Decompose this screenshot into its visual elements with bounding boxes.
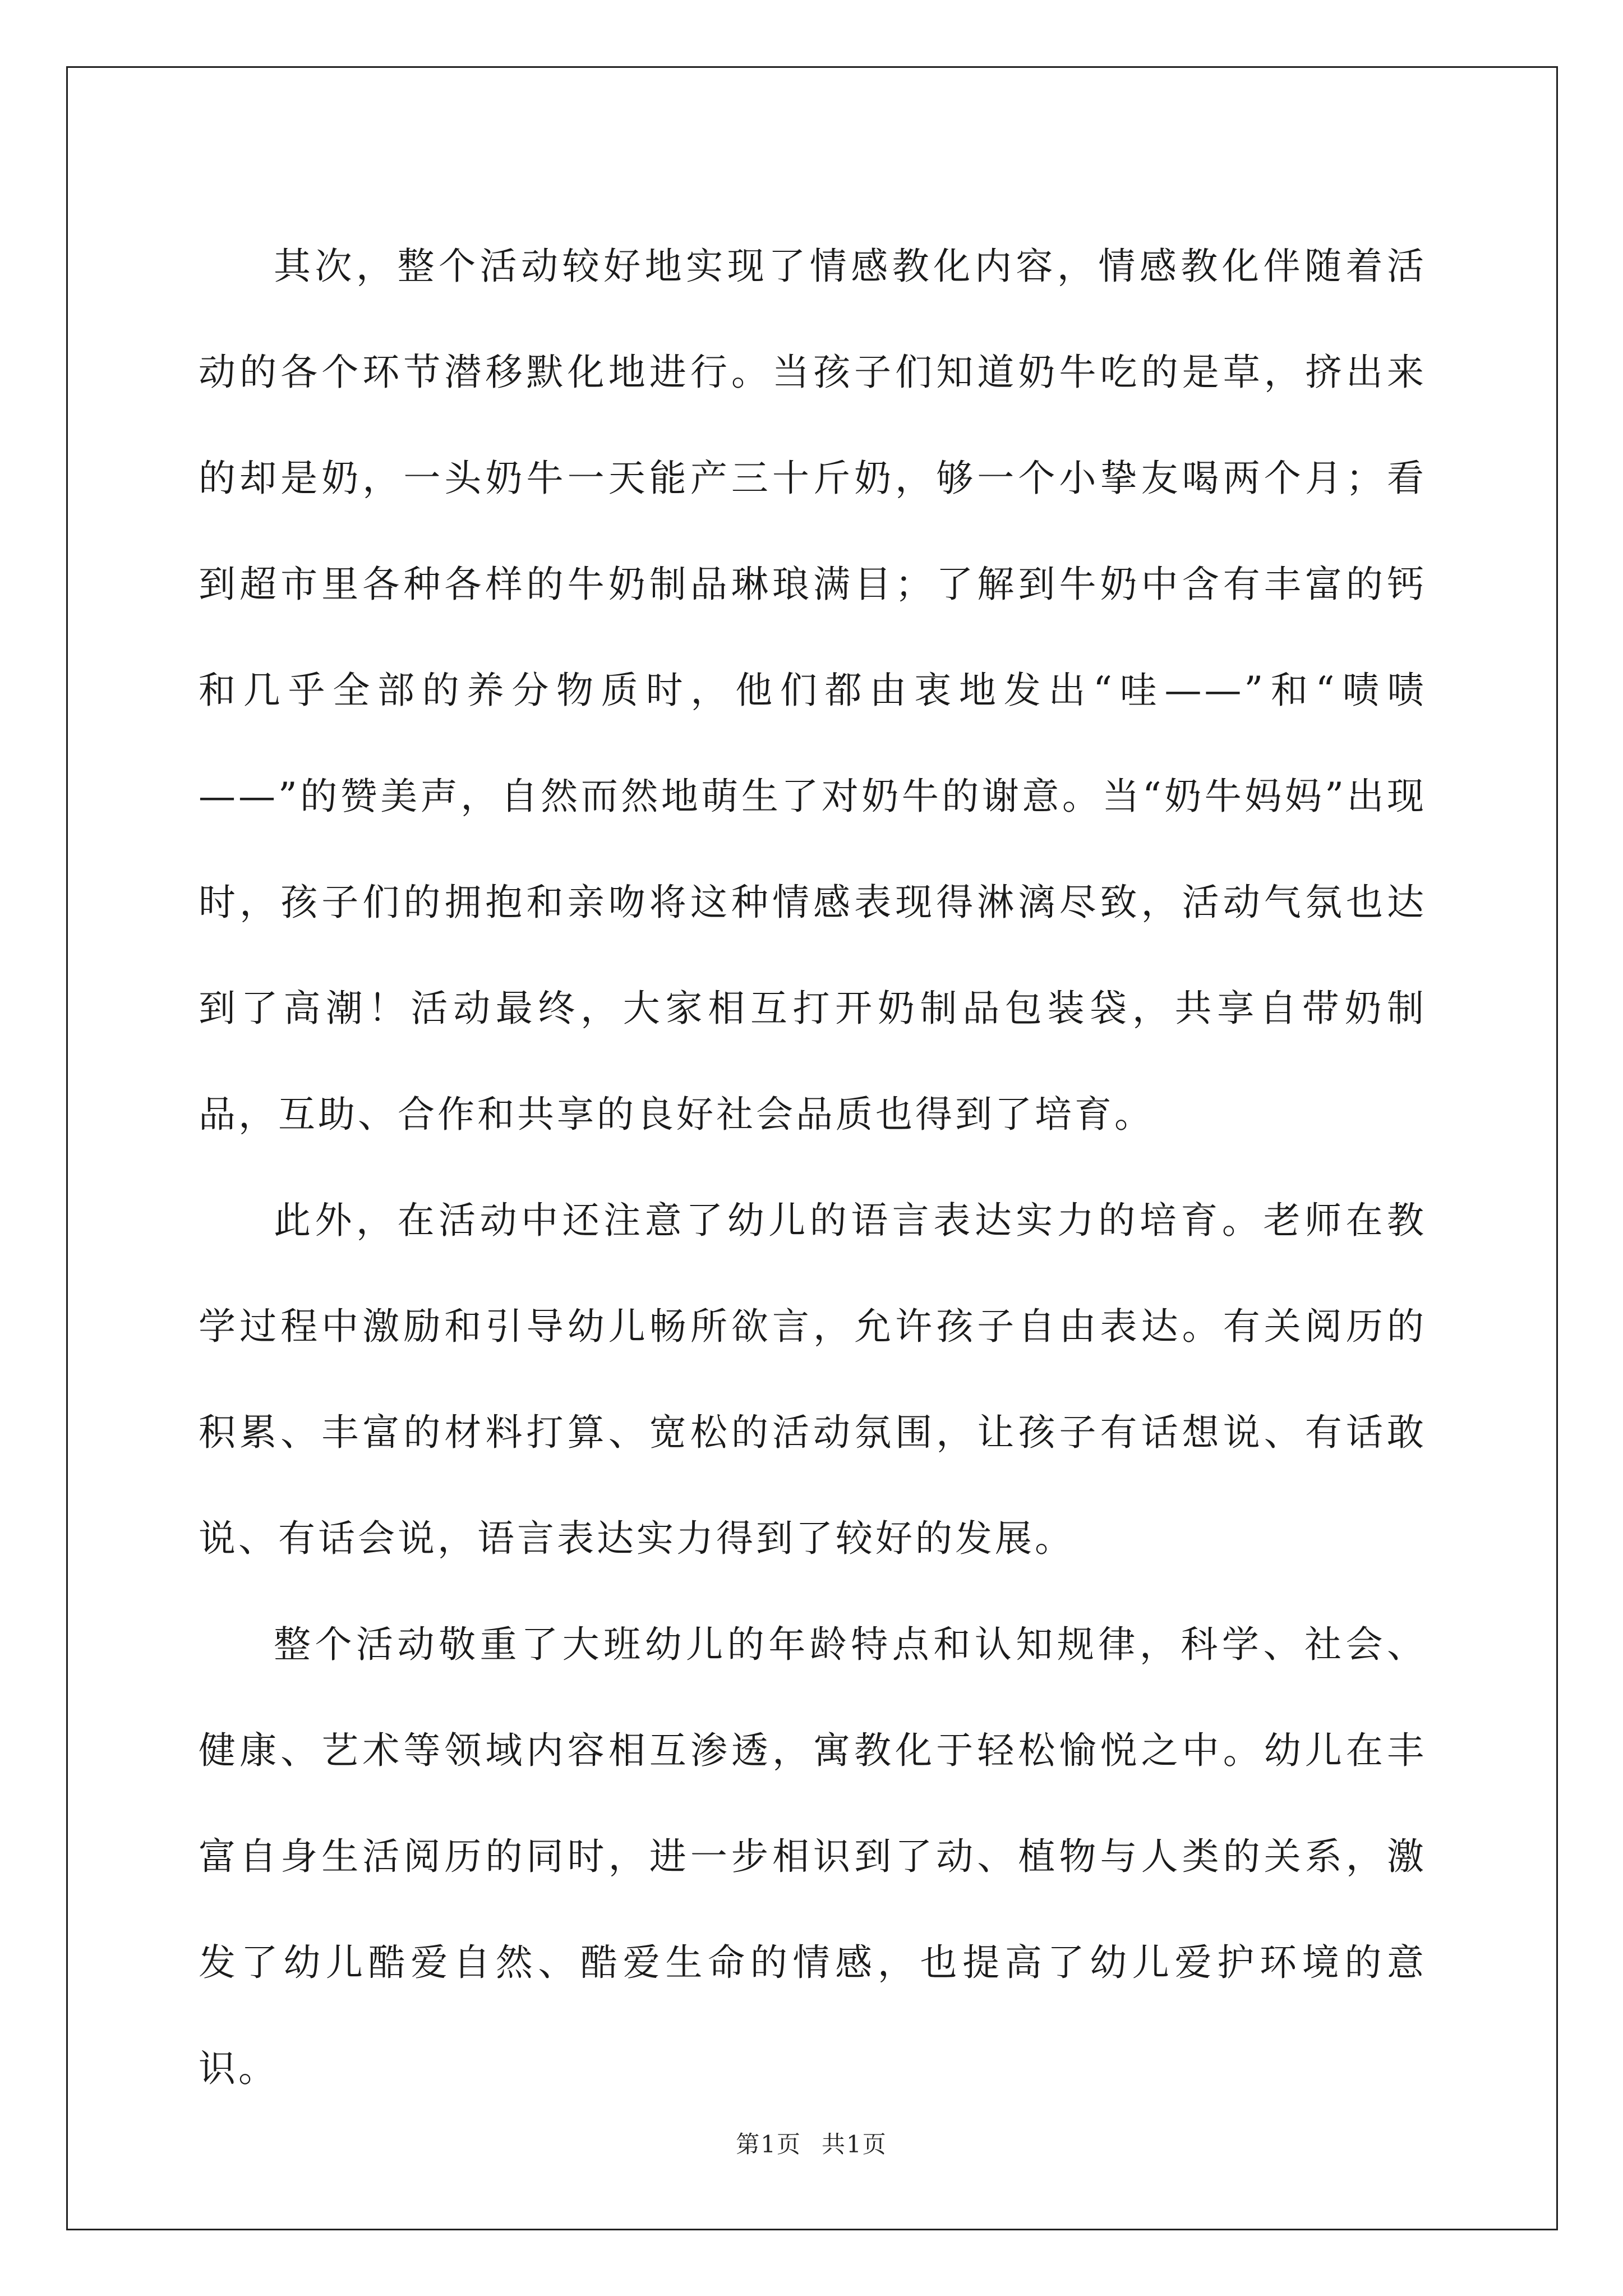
paragraph-emotional-education: 其次，整个活动较好地实现了情感教化内容，情感教化伴随着活动的各个环节潜移默化地进行。当孩子们知道奶牛吃的是草，挤出来的却是奶，一头奶牛一天能产三十斤奶，够一个小挚友喝两个月；看到超市里各种各样的牛奶制品琳琅满目；了解到牛奶中含有丰富的钙和几乎全部的养分物质时，他们都由衷地发出“哇——”和“啧啧——”的赞美声，自然而然地萌生了对奶牛的谢意。当“奶牛妈妈”出现时，孩子们的拥抱和亲吻将这种情感表现得淋漓尽致，活动气氛也达到了高潮！活动最终，大家相互打开奶制品包装袋，共享自带奶制品，互助、合作和共享的良好社会品质也得到了培育。: [199, 245, 1427, 1136]
paragraph-summary: 整个活动敬重了大班幼儿的年龄特点和认知规律，科学、社会、健康、艺术等领域内容相互渗透，寓教化于轻松愉悦之中。幼儿在丰富自身生活阅历的同时，进一步相识到了动、植物与人类的关系，激发了幼儿酷爱自然、酷爱生命的情感，也提高了幼儿爱护环境的意识。: [199, 1623, 1427, 2090]
page-footer: [0, 2126, 1623, 2160]
document-body: [199, 213, 1427, 2122]
current-page-label: 第1页: [736, 2131, 801, 2158]
total-pages-label: 共1页: [822, 2131, 887, 2158]
paragraph-language-expression: 此外，在活动中还注意了幼儿的语言表达实力的培育。老师在教学过程中激励和引导幼儿畅所欲言，允许孩子自由表达。有关阅历的积累、丰富的材料打算、宽松的活动氛围，让孩子有话想说、有话敢说、有话会说，语言表达实力得到了较好的发展。: [199, 1199, 1427, 1560]
